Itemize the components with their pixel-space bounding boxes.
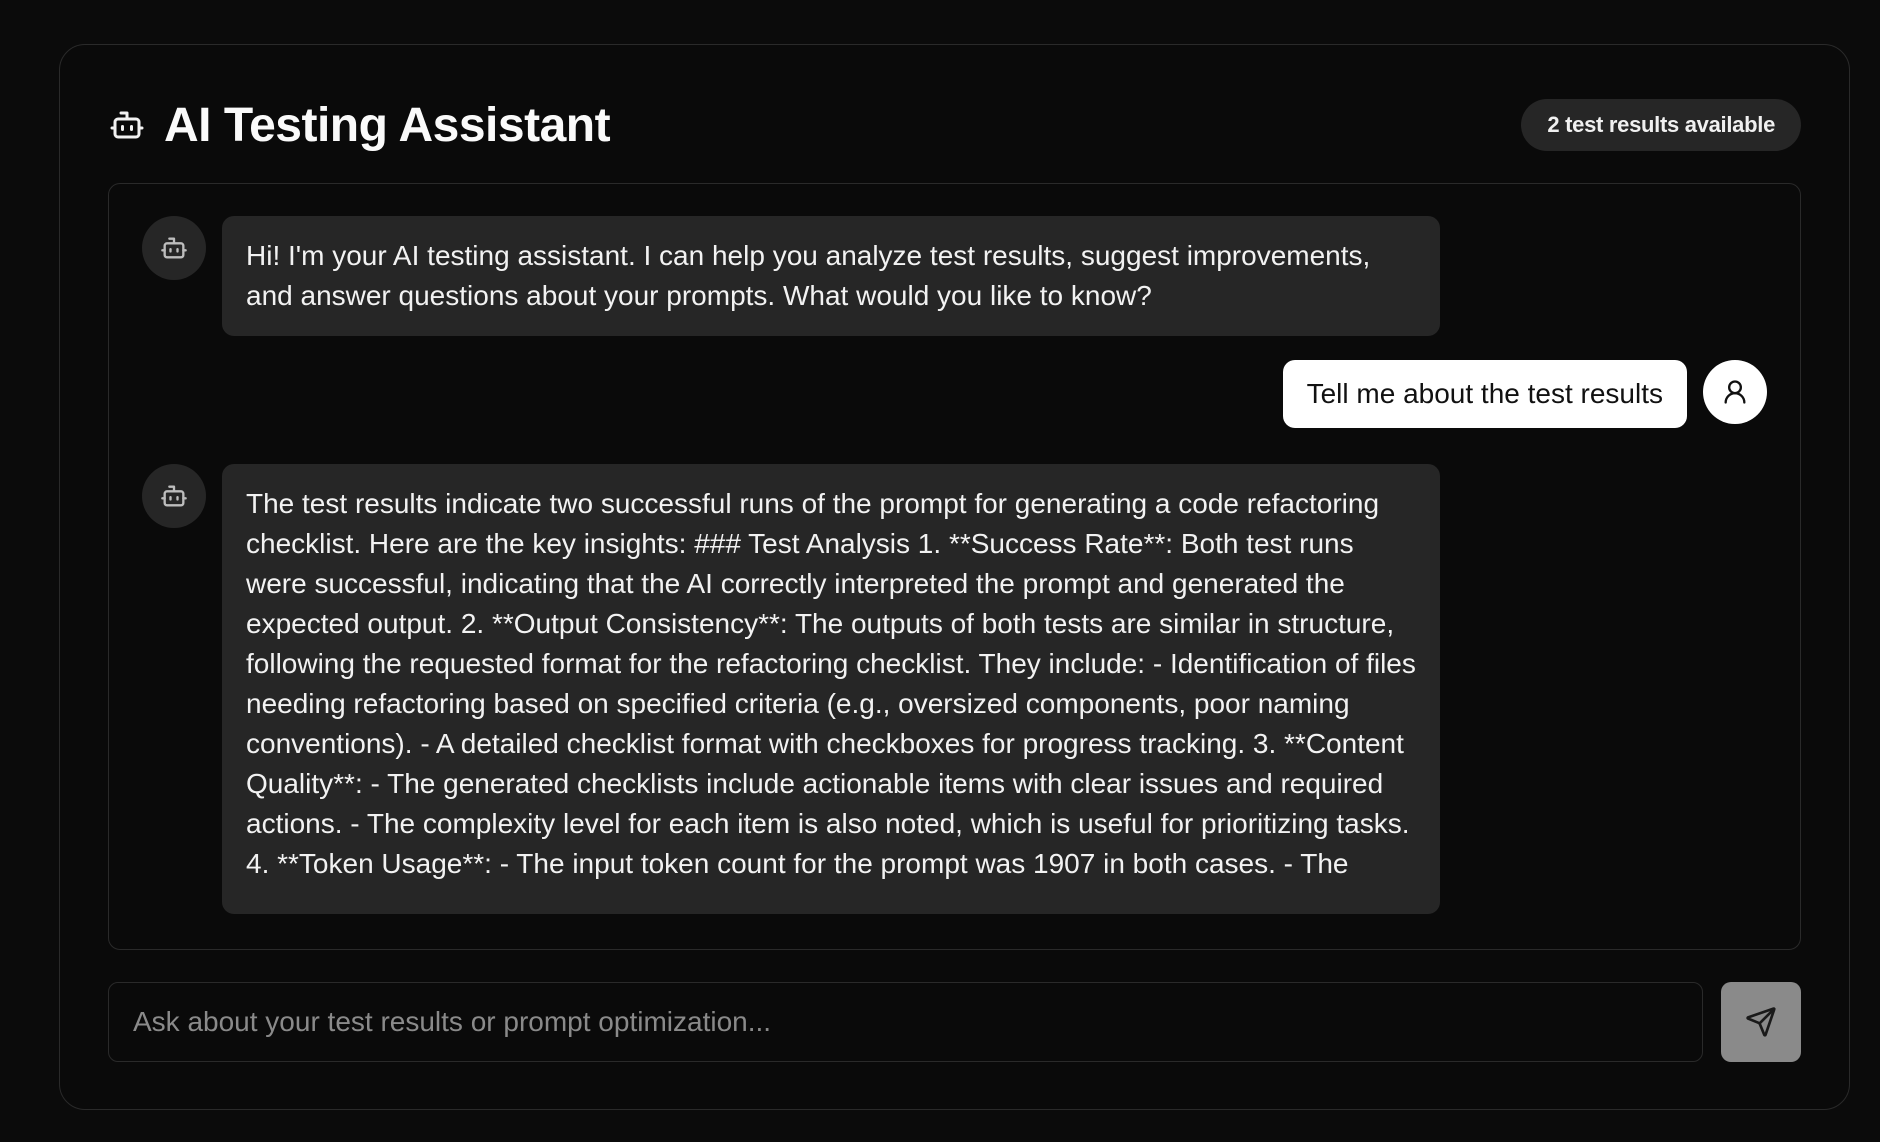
assistant-message <box>142 216 1440 336</box>
bot-icon <box>160 234 188 262</box>
assistant-avatar <box>142 216 206 280</box>
user-message <box>1283 360 1767 428</box>
assistant-avatar <box>142 464 206 528</box>
assistant-message <box>142 464 1440 914</box>
assistant-message-text: The test results indicate two successful runs of the prompt for generating a code refactoring checklist. Here are the key insights: ### Test Analysis 1. **Success Rate**: Both test runs were successful, indicating that the AI correctly interpreted the prompt and generated the expected output. 2. **Output Consistency**: The outputs of both tests are similar in structure, following the requested format for the refactoring checklist. They include: - Identification of files needing refactoring based on specified criteria (e.g., oversized components, poor naming conventions). - A detailed checklist format with checkboxes for progress tracking. 3. **Content Quality**: - The generated checklists include actionable items with clear issues and required actions. - The complexity level for each item is also noted, which is useful for prioritizing tasks. 4. **Token Usage**: - The input token count for the prompt was 1907 in both cases. - The <box>222 464 1440 914</box>
page-title: AI Testing Assistant <box>164 98 611 152</box>
chat-card <box>59 44 1850 1110</box>
user-message-text: Tell me about the test results <box>1283 360 1687 428</box>
test-results-badge: 2 test results available <box>1521 99 1801 151</box>
title-group <box>108 98 610 153</box>
send-button[interactable] <box>1721 982 1801 1062</box>
bot-icon <box>108 106 146 144</box>
bot-icon <box>160 482 188 510</box>
send-icon <box>1745 1006 1777 1038</box>
assistant-message-text: Hi! I'm your AI testing assistant. I can help you analyze test results, suggest improvements, and answer questions about your prompts. What would you like to know? <box>222 216 1440 336</box>
chat-transcript[interactable] <box>108 183 1801 950</box>
header <box>108 95 1801 155</box>
user-avatar <box>1703 360 1767 424</box>
chat-input[interactable] <box>108 982 1703 1062</box>
user-icon <box>1721 378 1749 406</box>
